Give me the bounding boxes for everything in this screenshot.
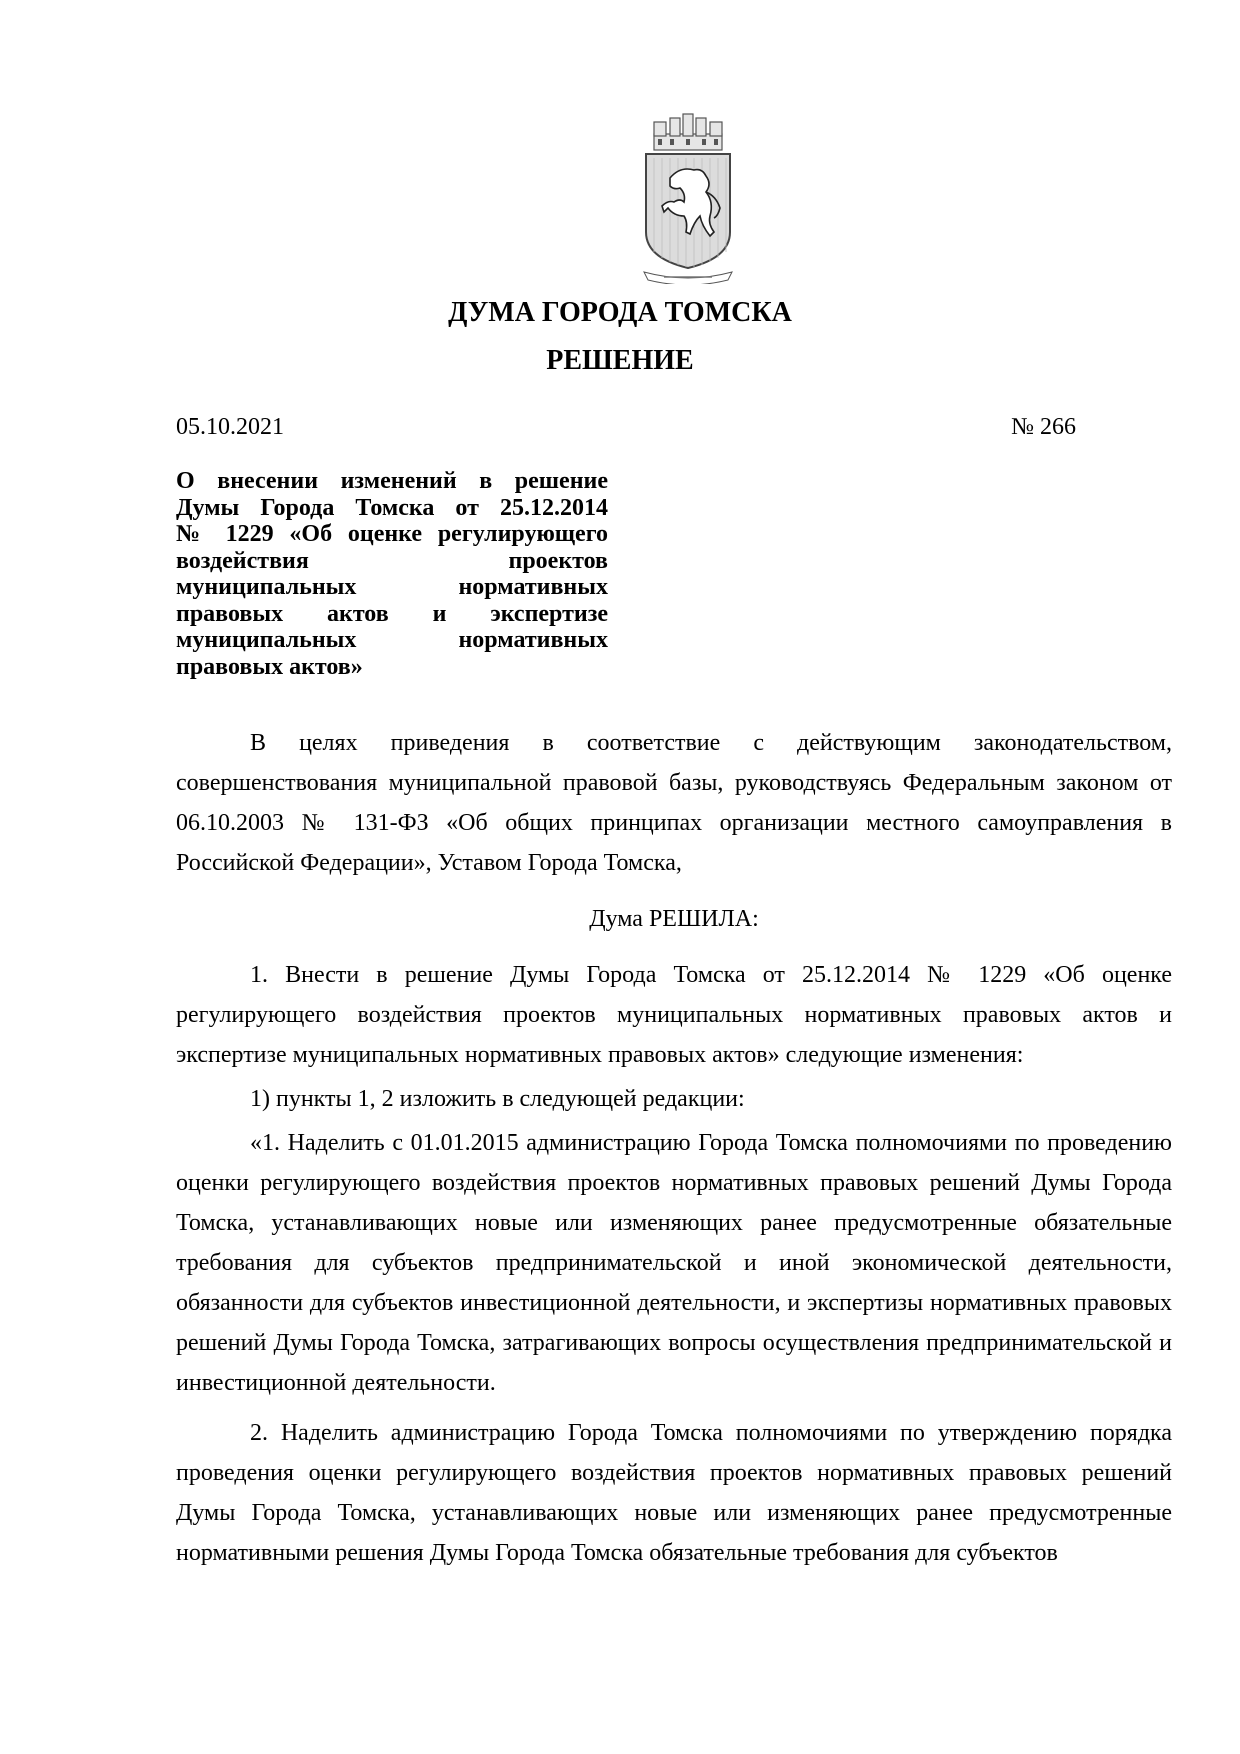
subject-line: воздействия проектов <box>176 547 608 574</box>
item-1-paragraph: 1. Внести в решение Думы Города Томска от 25.12.2014 № 1229 «Об оценке регулирующего воздействия проектов муниципальных нормативных правовых актов и экспертизе муниципальных нормативных правовых актов» следующие изменения: <box>176 962 1172 1068</box>
document-date: 05.10.2021 <box>176 414 284 440</box>
subject-line: Думы Города Томска от 25.12.2014 <box>176 494 608 521</box>
document-number: № 266 <box>1011 414 1076 440</box>
subject-line: правовых актов» <box>176 653 363 680</box>
subitem-1-paragraph: 1) пункты 1, 2 изложить в следующей редакции: <box>250 1086 745 1112</box>
resolved-heading: Дума РЕШИЛА: <box>589 906 759 932</box>
subject-line: муниципальных нормативных <box>176 627 608 653</box>
subject-line: О внесении изменений в решение <box>176 468 608 494</box>
document-type: РЕШЕНИЕ <box>546 345 694 376</box>
quoted-item-1-paragraph: «1. Наделить с 01.01.2015 администрацию Города Томска полномочиями по проведению оценки регулирующего воздействия проектов нормативных правовых решений Думы Города Томска, устанавливающих новые или изменяющих ранее предусмотренные обязательные требования для субъектов предпринимательской и иной экономической деятельности, обязанности для субъектов инвестиционной деятельности, и экспертизы нормативных правовых решений Думы Города Томска, затрагивающих вопросы осуществления предпринимательской и инвестиционной деятельности. <box>176 1130 1172 1396</box>
subject-line: правовых актов и экспертизе <box>176 600 608 627</box>
document-subject <box>176 468 608 680</box>
subject-line: № 1229 «Об оценке регулирующего <box>176 521 608 547</box>
coat-of-arms-icon <box>640 112 736 284</box>
document-body <box>176 723 1172 1573</box>
preamble-paragraph: В целях приведения в соответствие с действующим законодательством, совершенствования муниципальной правовой базы, руководствуясь Федеральным законом от 06.10.2003 № 131-ФЗ «Об общих принципах организации местного самоуправления в Российской Федерации», Уставом Города Томска, <box>176 730 1172 876</box>
organization-title: ДУМА ГОРОДА ТОМСКА <box>448 297 792 328</box>
subject-line: муниципальных нормативных <box>176 574 608 600</box>
quoted-item-2-paragraph: 2. Наделить администрацию Города Томска полномочиями по утверждению порядка проведения оценки регулирующего воздействия проектов нормативных правовых решений Думы Города Томска, устанавливающих новые или изменяющих ранее предусмотренные нормативными решения Думы Города Томска обязательные требования для субъектов <box>176 1420 1172 1566</box>
